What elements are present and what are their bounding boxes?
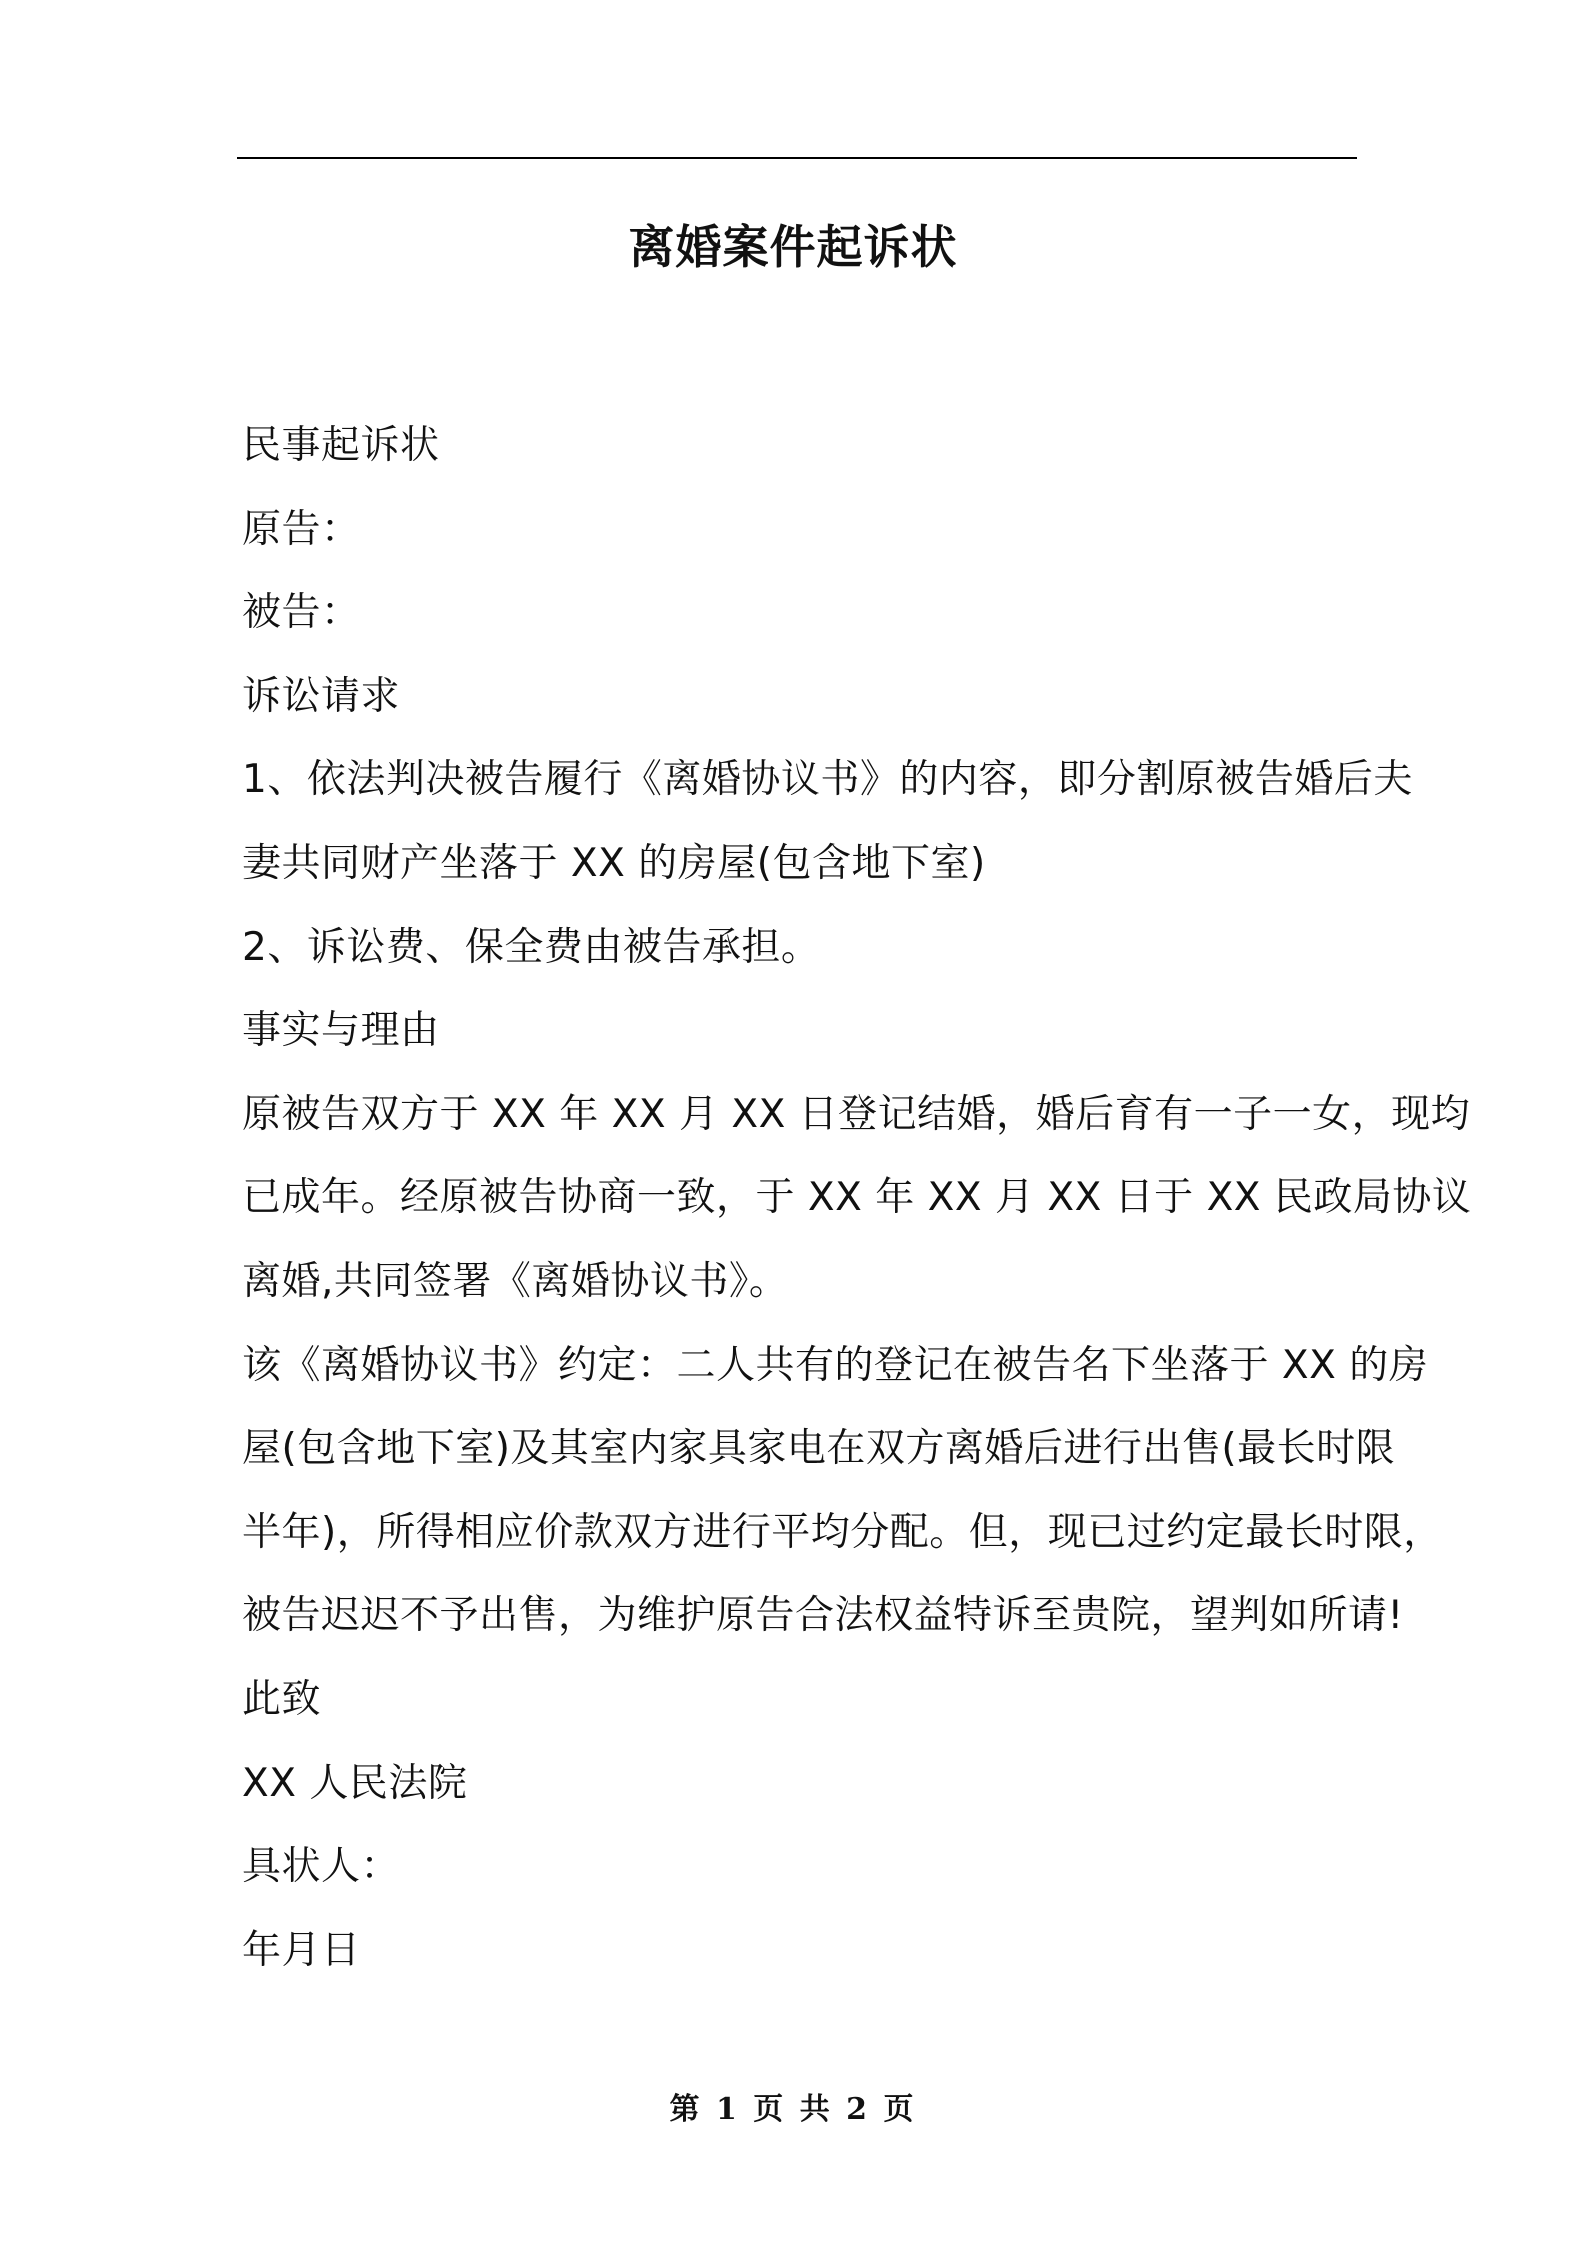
facts-line-3: 离婚,共同签署《离婚协议书》。 (242, 1258, 789, 1304)
header-rule (237, 157, 1357, 159)
agreement-line-2: 屋(包含地下室)及其室内家具家电在双方离婚后进行出售(最长时限 (242, 1426, 1396, 1472)
heading-claims: 诉讼请求 (242, 673, 401, 719)
defendant-label: 被告： (242, 590, 361, 636)
signatory-label: 具状人： (242, 1844, 401, 1890)
claim-2: 2、诉讼费、保全费由被告承担。 (242, 924, 821, 970)
heading-facts-reasons: 事实与理由 (242, 1008, 440, 1054)
date-label: 年月日 (242, 1927, 361, 1973)
agreement-line-4: 被告迟迟不予出售，为维护原告合法权益特诉至贵院，望判如所请! (242, 1593, 1404, 1639)
agreement-line-3: 半年)，所得相应价款双方进行平均分配。但，现已过约定最长时限， (242, 1509, 1443, 1555)
page-footer: 第 1 页 共 2 页 (669, 2092, 917, 2127)
document-body (242, 404, 1472, 1992)
facts-line-1: 原被告双方于 XX 年 XX 月 XX 日登记结婚，婚后育有一子一女，现均 (242, 1091, 1471, 1137)
claim-1-line-1: 1、依法判决被告履行《离婚协议书》的内容，即分割原被告婚后夫 (242, 757, 1413, 803)
plaintiff-label: 原告： (242, 506, 361, 552)
court-name: XX 人民法院 (242, 1760, 468, 1806)
document-title: 离婚案件起诉状 (628, 220, 958, 274)
heading-civil-complaint: 民事起诉状 (242, 423, 440, 468)
agreement-line-1: 该《离婚协议书》约定：二人共有的登记在被告名下坐落于 XX 的房 (242, 1342, 1429, 1388)
facts-line-2: 已成年。经原被告协商一致，于 XX 年 XX 月 XX 日于 XX 民政局协议 (242, 1175, 1472, 1221)
salutation: 此致 (242, 1676, 322, 1722)
claim-1-line-2: 妻共同财产坐落于 XX 的房屋(包含地下室) (242, 840, 986, 886)
